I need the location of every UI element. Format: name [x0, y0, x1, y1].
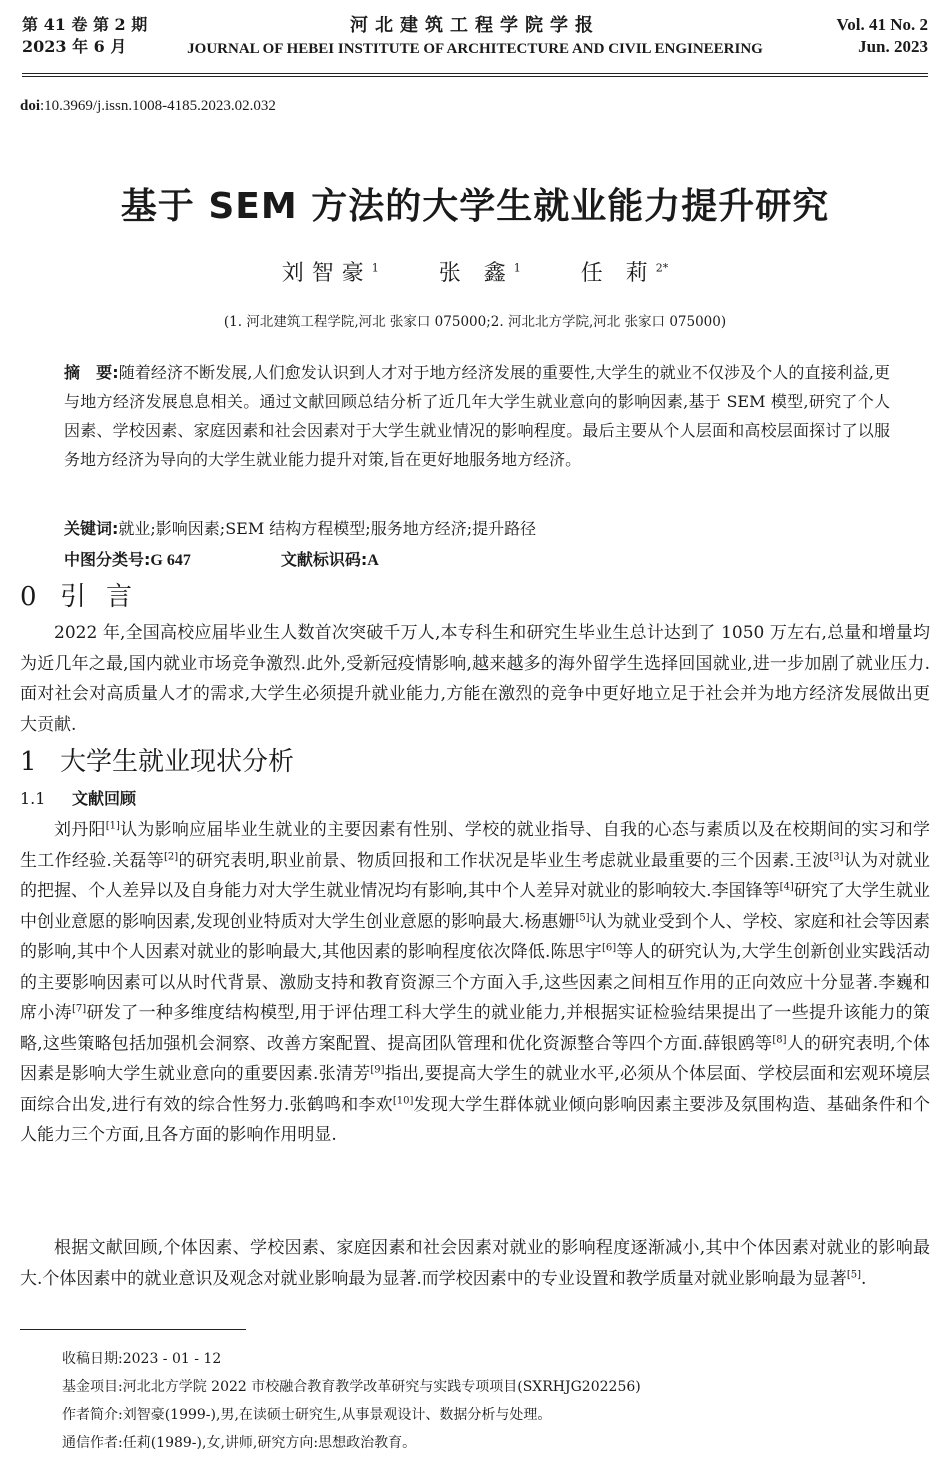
paragraph-text: 发现大学生群体就业倾向影响因素主要涉及氛围构造、基础条件和个人能力三个方面,且各方面的影响作用明显. [20, 1094, 931, 1145]
author-list [0, 256, 950, 287]
clc-value: G 647 [150, 552, 191, 569]
volume-issue-en: Vol. 41 No. 2 [836, 15, 928, 34]
footnote-fund: 基金项目:河北北方学院 2022 市校融合教育教学改革研究与实践专项项目(SXRHJG202256) [62, 1379, 641, 1395]
paragraph-text: 根据文献回顾,个体因素、学校因素、家庭因素和社会因素对就业的影响程度逐渐减小,其中个体因素对就业的影响最大.个体因素中的就业意识及观念对就业影响最为显著.而学校因素中的专业设置和教学质量对就业影响最为显著 [20, 1238, 930, 1289]
paragraph-text: 研究了大学生就业中创业意愿的影响因素,发现创业特质对大学生创业意愿的影响最大.杨惠姗 [20, 881, 930, 932]
literature-paragraph-2 [20, 1233, 930, 1294]
citation-ref[interactable]: [6] [601, 942, 617, 954]
literature-paragraph-1 [20, 815, 930, 1151]
section-title: 大学生就业现状分析 [60, 747, 295, 777]
doc-code-label: 文献标识码: [280, 550, 368, 569]
footnote-received-date: 收稿日期:2023 - 01 - 12 [62, 1351, 222, 1367]
abstract-label: 摘 要: [64, 363, 119, 382]
citation-ref[interactable]: [5] [575, 911, 590, 923]
paragraph-text: 研发了一种多维度结构模型,用于评估理工科大学生的就业能力,并根据实证检验结果提出了一些提升该能力的策略,这些策略包括加强机会洞察、改善方案配置、提高团队管理和优化资源整合等四个方面.薛银鸥等 [20, 1003, 931, 1054]
abstract-text: 随着经济不断发展,人们愈发认识到人才对于地方经济发展的重要性,大学生的就业不仅涉及个人的直接利益,更与地方经济发展息息相关。通过文献回顾总结分析了近几年大学生就业意向的影响因素,基于 SEM 模型,研究了个人因素、学校因素、家庭因素和社会因素对于大学生就业情况的影响程度。最后主要从个人层面和高校层面探讨了以服务地方经济为导向的大学生就业能力提升对策,旨在更好地服务地方经济。 [64, 363, 890, 469]
section-heading-intro [20, 580, 152, 614]
paragraph-text: 认为影响应届毕业生就业的主要因素有性别、学校的就业指导、自我的心态与素质以及在校期间的实习和学生工作经验.关磊等 [20, 820, 931, 871]
journal-name-en: JOURNAL OF HEBEI INSTITUTE OF ARCHITECTURE AND CIVIL ENGINEERING [187, 41, 763, 57]
paper-title: 基于 SEM 方法的大学生就业能力提升研究 [120, 186, 830, 227]
paragraph-text: . [860, 1268, 867, 1289]
doi[interactable] [20, 98, 276, 115]
citation-ref[interactable]: [7] [72, 1003, 87, 1015]
author-name: 张 鑫 [438, 261, 514, 286]
citation-ref[interactable]: [4] [779, 881, 794, 893]
section-number: 0 [20, 582, 37, 612]
paragraph-text: 认为对就业的把握、个人差异以及自身能力对大学生就业情况均有影响,其中个人差异对就业的影响较大.李国锋等 [20, 850, 931, 901]
author-affiliation-mark: 1 [371, 261, 379, 275]
author-affiliation-mark: 1 [513, 261, 521, 275]
paragraph-text: 的研究表明,职业前景、物质回报和工作状况是毕业生考虑就业最重要的三个因素.王波 [178, 850, 830, 871]
keywords [64, 515, 536, 543]
clc-label: 中图分类号: [64, 550, 151, 569]
citation-ref[interactable]: [8] [772, 1033, 787, 1045]
doc-code-value: A [367, 552, 379, 569]
abstract [64, 358, 890, 474]
publication-date: 2023 年 6 月 [22, 37, 127, 56]
section-number: 1 [20, 747, 37, 777]
volume-issue: 第 41 卷 第 2 期 [22, 15, 148, 34]
citation-ref[interactable]: [10] [392, 1094, 414, 1106]
publication-date-en: Jun. 2023 [858, 37, 928, 56]
citation-ref[interactable]: [5] [846, 1268, 861, 1280]
footnote-corresponding-author: 通信作者:任莉(1989-),女,讲师,研究方向:思想政治教育。 [62, 1435, 417, 1451]
intro-paragraph: 2022 年,全国高校应届毕业生人数首次突破千万人,本专科生和研究生毕业生总计达到了 1050 万左右,总量和增量均为近几年之最,国内就业市场竞争激烈.此外,受新冠疫情影响,越来越多的海外留学生选择回国就业,进一步加剧了就业压力.面对社会对高质量人才的需求,大学生必须提升就业能力,方能在激烈的竞争中更好地立足于社会并为地方经济发展做出更大贡献. [20, 623, 930, 735]
keywords-text: 就业;影响因素;SEM 结构方程模型;服务地方经济;提升路径 [118, 519, 537, 538]
author-name: 刘智豪 [281, 261, 372, 286]
journal-name-cn: 河北建筑工程学院学报 [350, 15, 600, 36]
header-rule [22, 73, 928, 74]
citation-ref[interactable]: [9] [370, 1064, 385, 1076]
paragraph-text: 认为就业受到个人、学校、家庭和社会等因素的影响,其中个人因素对就业的影响最大,其他因素的影响程度依次降低.陈思宇 [20, 911, 931, 962]
keywords-label: 关键词: [64, 519, 119, 538]
subsection-heading-1-1 [20, 787, 136, 811]
paragraph-text: 刘丹阳 [54, 820, 106, 840]
header-rule-secondary [22, 76, 928, 77]
citation-ref[interactable]: [2] [163, 850, 179, 862]
doi-label: doi [20, 98, 41, 114]
issue-info-en [837, 14, 928, 58]
doi-value: :10.3969/j.issn.1008-4185.2023.02.032 [40, 98, 276, 114]
paragraph-text: 指出,要提高大学生的就业水平,必须从个体层面、学校层面和宏观环境层面综合出发,进行有效的综合性努力.张鹤鸣和李欢 [20, 1064, 930, 1115]
author-name: 任 莉 [580, 261, 656, 286]
classification [64, 546, 379, 575]
author-affiliation-mark: 2* [655, 261, 669, 275]
citation-ref[interactable]: [1] [105, 820, 120, 832]
citation-ref[interactable]: [3] [829, 850, 844, 862]
footnote-author-bio: 作者简介:刘智豪(1999-),男,在读硕士研究生,从事景观设计、数据分析与处理。 [62, 1407, 552, 1423]
affiliation: (1. 河北建筑工程学院,河北 张家口 075000;2. 河北北方学院,河北 张家口 075000) [223, 314, 727, 330]
footnote-rule [20, 1329, 246, 1330]
subsection-title: 文献回顾 [72, 789, 137, 808]
journal-name [0, 14, 950, 59]
paragraph-text: 等人的研究认为,大学生创新创业实践活动的主要影响因素可以从时代背景、激励支持和教育资源三个方面入手,这些因素之间相互作用的正向效应十分显著.李巍和席小涛 [20, 942, 931, 1023]
section-heading-1 [20, 745, 294, 779]
paragraph-text: 人的研究表明,个体因素是影响大学生就业意向的重要因素.张清芳 [20, 1033, 931, 1084]
subsection-number: 1.1 [20, 789, 46, 808]
section-title: 引言 [60, 582, 153, 612]
